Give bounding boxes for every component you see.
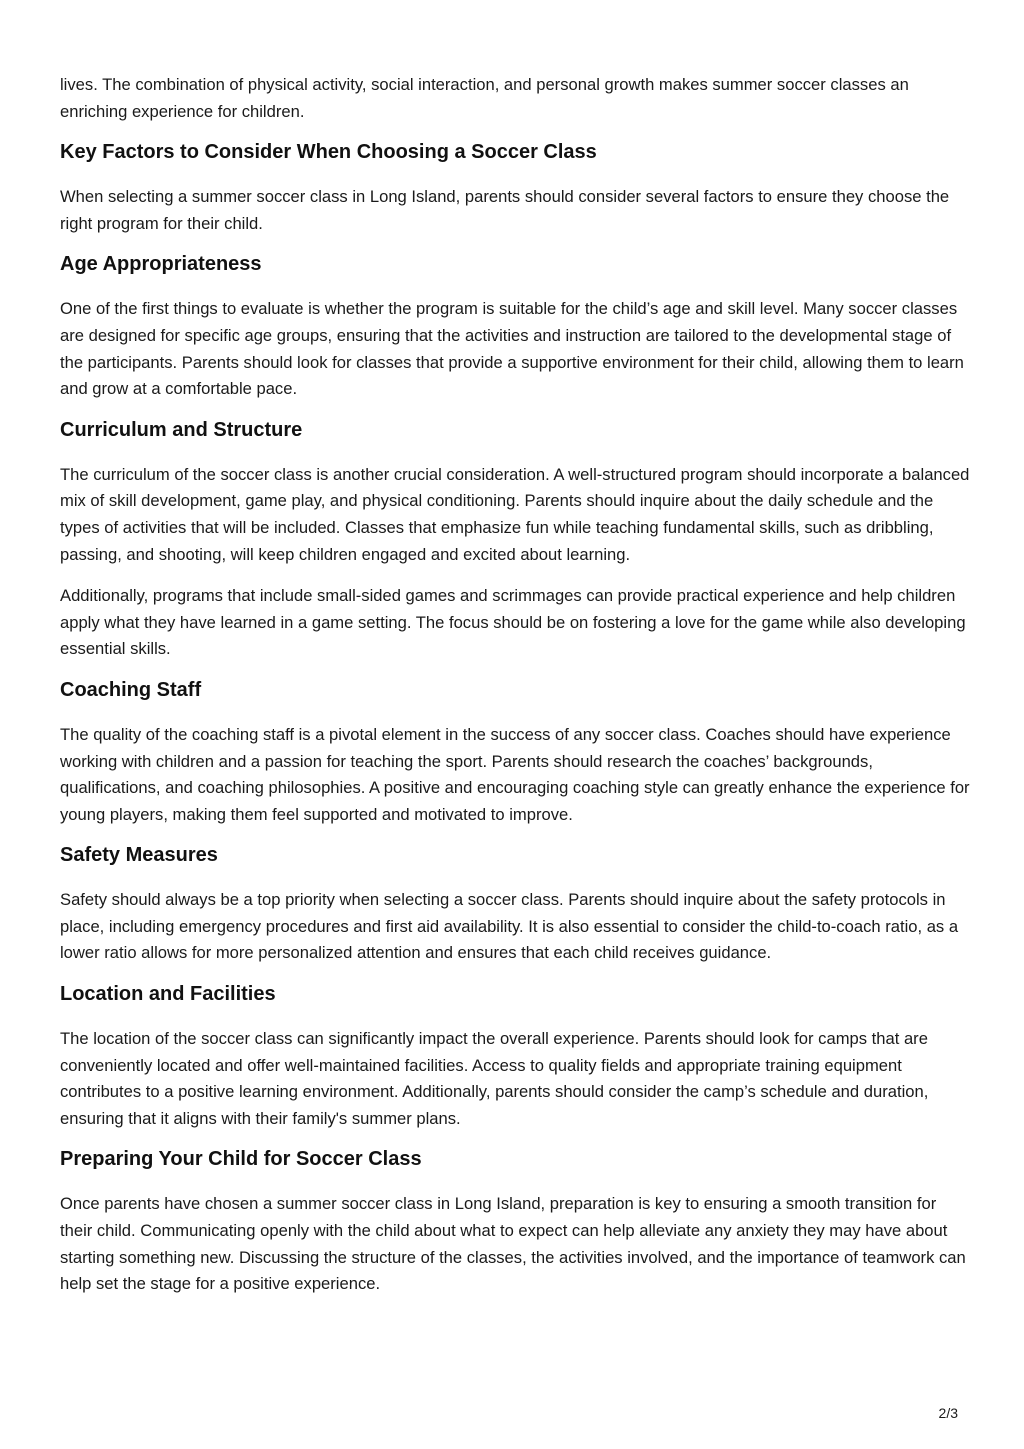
paragraph-coaching-staff: The quality of the coaching staff is a pivotal element in the success of any soccer class. Coaches should have experience working with children and a passion for teaching the sport. Parents should research the coaches’ backgrounds, qualifications, and coaching philosophies. A positive and encouraging coaching style can greatly enhance the experience for young players, making them feel supported and motivated to improve. — [60, 724, 970, 824]
paragraph-curriculum-1: The curriculum of the soccer class is another crucial consideration. A well-structured program should incorporate a balanced mix of skill development, game play, and physical conditioning. Parents should inquire about the daily schedule and the types of activities that will be included. Classes that emphasize fun while teaching fundamental skills, such as dribbling, passing, and shooting, will keep children engaged and excited about learning. — [60, 464, 970, 564]
paragraph-safety-measures: Safety should always be a top priority when selecting a soccer class. Parents should inquire about the safety protocols in place, including emergency procedures and first aid availability. It is also essential to consider the child-to-coach ratio, as a lower ratio allows for more personalized attention and ensures that each child receives guidance. — [60, 890, 959, 963]
paragraph-age-appropriateness: One of the first things to evaluate is whether the program is suitable for the child’s age and skill level. Many soccer classes are designed for specific age groups, ensuring that the activities and instruction are tailored to the developmental stage of the participants. Parents should look for classes that provide a supportive environment for their child, allowing them to learn and grow at a comfortable pace. — [60, 299, 964, 399]
heading-coaching-staff: Coaching Staff — [60, 678, 202, 701]
page-number: 2/3 — [938, 1405, 958, 1421]
heading-location-facilities: Location and Facilities — [60, 983, 276, 1006]
heading-curriculum-structure: Curriculum and Structure — [60, 418, 303, 441]
paragraph-preparing-child: Once parents have chosen a summer soccer class in Long Island, preparation is key to ensuring a smooth transition for their child. Communicating openly with the child about what to expect can help alleviate any anxiety they may have about starting something new. Discussing the structure of the classes, the activities involved, and the importance of teamwork can help set the stage for a positive experience. — [60, 1194, 966, 1294]
document-page — [60, 72, 970, 1313]
heading-preparing-child: Preparing Your Child for Soccer Class — [60, 1148, 422, 1171]
heading-key-factors: Key Factors to Consider When Choosing a Soccer Class — [60, 141, 597, 164]
paragraph-curriculum-2: Additionally, programs that include small-sided games and scrimmages can provide practical experience and help children apply what they have learned in a game setting. The focus should be on fostering a love for the game while also developing essential skills. — [60, 586, 966, 659]
paragraph-intro-continued: lives. The combination of physical activity, social interaction, and personal growth makes summer soccer classes an enriching experience for children. — [60, 75, 909, 121]
heading-age-appropriateness: Age Appropriateness — [60, 253, 262, 276]
paragraph-key-factors: When selecting a summer soccer class in Long Island, parents should consider several factors to ensure they choose the right program for their child. — [60, 187, 950, 233]
heading-safety-measures: Safety Measures — [60, 844, 218, 867]
paragraph-location-facilities: The location of the soccer class can significantly impact the overall experience. Parents should look for camps that are conveniently located and offer well-maintained facilities. Access to quality fields and appropriate training equipment contributes to a positive learning environment. Additionally, parents should consider the camp’s schedule and duration, ensuring that it aligns with their family's summer plans. — [60, 1029, 929, 1128]
